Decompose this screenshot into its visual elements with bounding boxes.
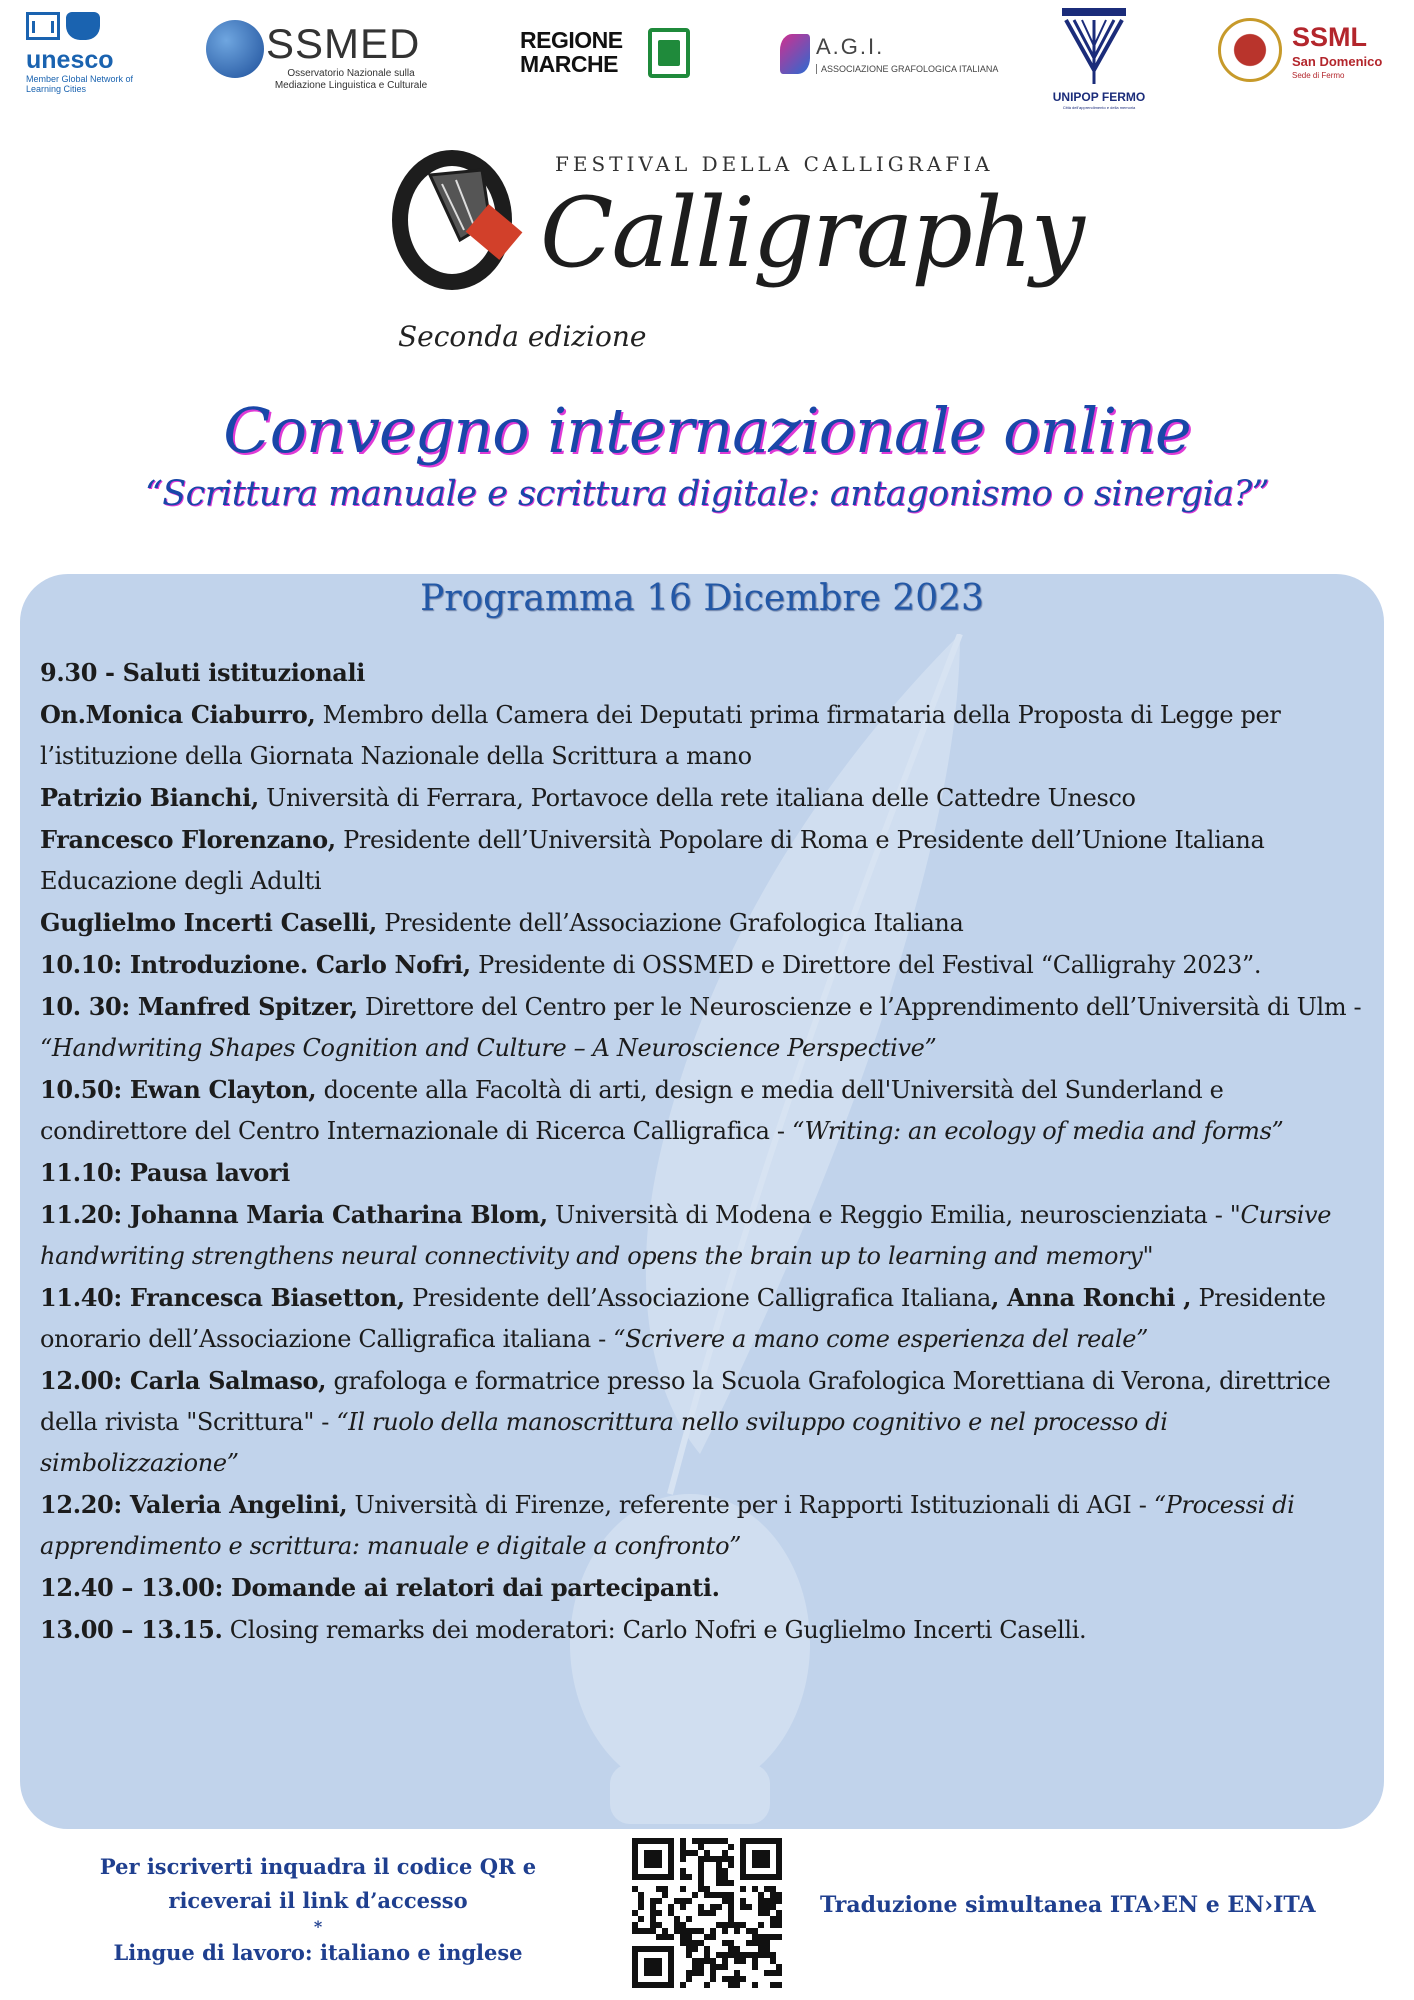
program-item-text: 13.00 – 13.15. (40, 1615, 223, 1644)
program-item (40, 1609, 1370, 1651)
program-item-text: 10.50: Ewan Clayton, (40, 1075, 317, 1104)
program-item (40, 652, 1370, 694)
program-list (40, 652, 1370, 1651)
simultaneous-translation: Traduzione simultanea ITA›EN e EN›ITA (820, 1892, 1316, 1918)
program-item (40, 944, 1370, 986)
program-item-text: Patrizio Bianchi, (40, 783, 259, 812)
ssml-subtitle-2: Sede di Fermo (1292, 71, 1345, 80)
globe-icon (206, 20, 264, 78)
regione-marche-name (520, 28, 623, 76)
program-item (40, 694, 1370, 777)
program-item-text: Presidente dell’Associazione Calligrafica Italiana (404, 1284, 991, 1312)
program-item-text: On.Monica Ciaburro, (40, 700, 316, 729)
registration-line-1: Per iscriverti inquadra il codice QR e (99, 1854, 537, 1879)
regione-line: REGIONE (520, 27, 623, 53)
program-item-text: 9.30 - Saluti istituzionali (40, 658, 366, 687)
agi-name: A.G.I. (816, 34, 885, 59)
festival-label: FESTIVAL DELLA CALLIGRAFIA (555, 152, 994, 176)
unipop-name: UNIPOP FERMO (1052, 90, 1146, 104)
ssml-subtitle: San Domenico (1292, 54, 1383, 69)
program-item-text: 12.40 – 13.00: Domande ai relatori dai partecipanti. (40, 1573, 720, 1602)
ssml-name: SSML (1292, 22, 1368, 52)
unesco-subtitle: Member Global Network of Learning Cities (26, 74, 134, 94)
program-item-text: grafologa e formatrice presso la Scuola Grafologica Morettiana di Verona, direttrice della rivista "Scrittura" - (40, 1367, 1331, 1436)
program-item-text: docente alla Facoltà di arti, design e media dell'Università del Sunderland e condirettore del Centro Internazionale di Ricerca Calligrafica - (40, 1076, 1224, 1145)
program-item-text: 10.10: Introduzione. Carlo Nofri, (40, 950, 471, 979)
program-item-text: “Processi di apprendimento e scrittura: manuale e digitale a confronto” (40, 1491, 1295, 1560)
unipop-subtitle: Città dell'apprendimento e della memoria (1062, 105, 1136, 110)
program-item-text: Guglielmo Incerti Caselli, (40, 908, 377, 937)
program-item (40, 1567, 1370, 1609)
program-item (40, 1277, 1370, 1360)
festival-wordmark: Calligraphy (540, 177, 1083, 289)
program-item-text: 11.20: Johanna Maria Catharina Blom, (40, 1200, 548, 1229)
program-item-text: “Scrivere a mano come esperienza del reale” (613, 1325, 1148, 1353)
program-item (40, 777, 1370, 819)
pen-nib-icon (390, 140, 550, 290)
program-item-text: Università di Modena e Reggio Emilia, neuroscienziata - (547, 1201, 1230, 1229)
program-item-text: “Handwriting Shapes Cognition and Culture – A Neuroscience Perspective” (40, 1034, 937, 1062)
program-item (40, 1484, 1370, 1567)
festival-edition: Seconda edizione (398, 320, 647, 353)
program-item (40, 1069, 1370, 1152)
ossmed-subtitle: Osservatorio Nazionale sulla Mediazione Linguistica e Culturale (274, 68, 428, 91)
separator: * (313, 1917, 323, 1936)
marche-shield-icon (648, 28, 690, 78)
program-item-text: Presidente dell’Associazione Grafologica Italiana (376, 909, 964, 937)
program-item-text: 11.40: Francesca Biasetton, (40, 1283, 405, 1312)
program-item (40, 1152, 1370, 1194)
unesco-name: unesco (26, 46, 114, 74)
program-item-text: 12.20: Valeria Angelini, (40, 1490, 348, 1519)
unesco-temple-icon (26, 12, 60, 40)
program-panel (20, 574, 1384, 1829)
program-item-text: Membro della Camera dei Deputati prima firmataria della Proposta di Legge per l’istituzione della Giornata Nazionale della Scrittura a mano (40, 701, 1281, 770)
program-item-text: “Writing: an ecology of media and forms” (791, 1117, 1284, 1145)
agi-logo (780, 34, 1000, 78)
agi-subtitle: ASSOCIAZIONE GRAFOLOGICA ITALIANA (816, 64, 998, 74)
program-item-text: “Il ruolo della manoscrittura nello sviluppo cognitivo e nel processo di simbolizzazione” (40, 1408, 1168, 1477)
program-item (40, 819, 1370, 902)
program-item (40, 986, 1370, 1069)
learning-cities-icon (66, 12, 100, 40)
unipop-emblem-icon (1062, 8, 1126, 88)
program-item-text: Università di Ferrara, Portavoce della rete italiana delle Cattedre Unesco (258, 784, 1136, 812)
unesco-logo (26, 12, 151, 94)
program-item-text: Presidente dell’Università Popolare di Roma e Presidente dell’Unione Italiana Educazione degli Adulti (40, 826, 1265, 895)
marche-line: MARCHE (520, 51, 618, 77)
partner-logos (0, 0, 1414, 120)
program-title: Programma 16 Dicembre 2023 (420, 578, 984, 619)
ssml-logo (1218, 18, 1398, 88)
program-item-text: , Anna Ronchi , (991, 1283, 1192, 1312)
program-item-text: Presidente onorario dell’Associazione Calligrafica italiana - (40, 1284, 1326, 1353)
program-item-text: Presidente di OSSMED e Direttore del Festival “Calligrahy 2023”. (470, 951, 1262, 979)
program-item-text: Closing remarks dei moderatori: Carlo Nofri e Guglielmo Incerti Caselli. (222, 1616, 1087, 1644)
working-languages: Lingue di lavoro: italiano e inglese (113, 1940, 523, 1965)
program-item (40, 1194, 1370, 1277)
registration-line-2: riceverai il link d’accesso (168, 1888, 468, 1913)
agi-mark-icon (780, 34, 810, 74)
program-item-text: 12.00: Carla Salmaso, (40, 1366, 327, 1395)
program-item (40, 902, 1370, 944)
program-item-text: "Cursive handwriting strengthens neural connectivity and opens the brain up to learning and memory" (40, 1201, 1332, 1270)
ssml-seal-icon (1218, 18, 1282, 82)
regione-marche-logo (520, 28, 700, 88)
conference-subtitle: “Scrittura manuale e scrittura digitale: antagonismo o sinergia?” (144, 474, 1270, 514)
unipop-logo (1040, 8, 1150, 108)
program-item-text: Direttore del Centro per le Neuroscienze e l’Apprendimento dell’Università di Ulm - (357, 993, 1362, 1021)
qr-code[interactable] (632, 1838, 782, 1988)
program-item-text: Università di Firenze, referente per i Rapporti Istituzionali di AGI - (347, 1491, 1154, 1519)
conference-title: Convegno internazionale online (223, 394, 1191, 467)
registration-info (88, 1850, 548, 1970)
program-item-text: 11.10: Pausa lavori (40, 1158, 290, 1187)
program-item (40, 1360, 1370, 1484)
ossmed-name: SSMED (266, 20, 421, 67)
program-item-text: 10. 30: Manfred Spitzer, (40, 992, 358, 1021)
program-item-text: Francesco Florenzano, (40, 825, 336, 854)
